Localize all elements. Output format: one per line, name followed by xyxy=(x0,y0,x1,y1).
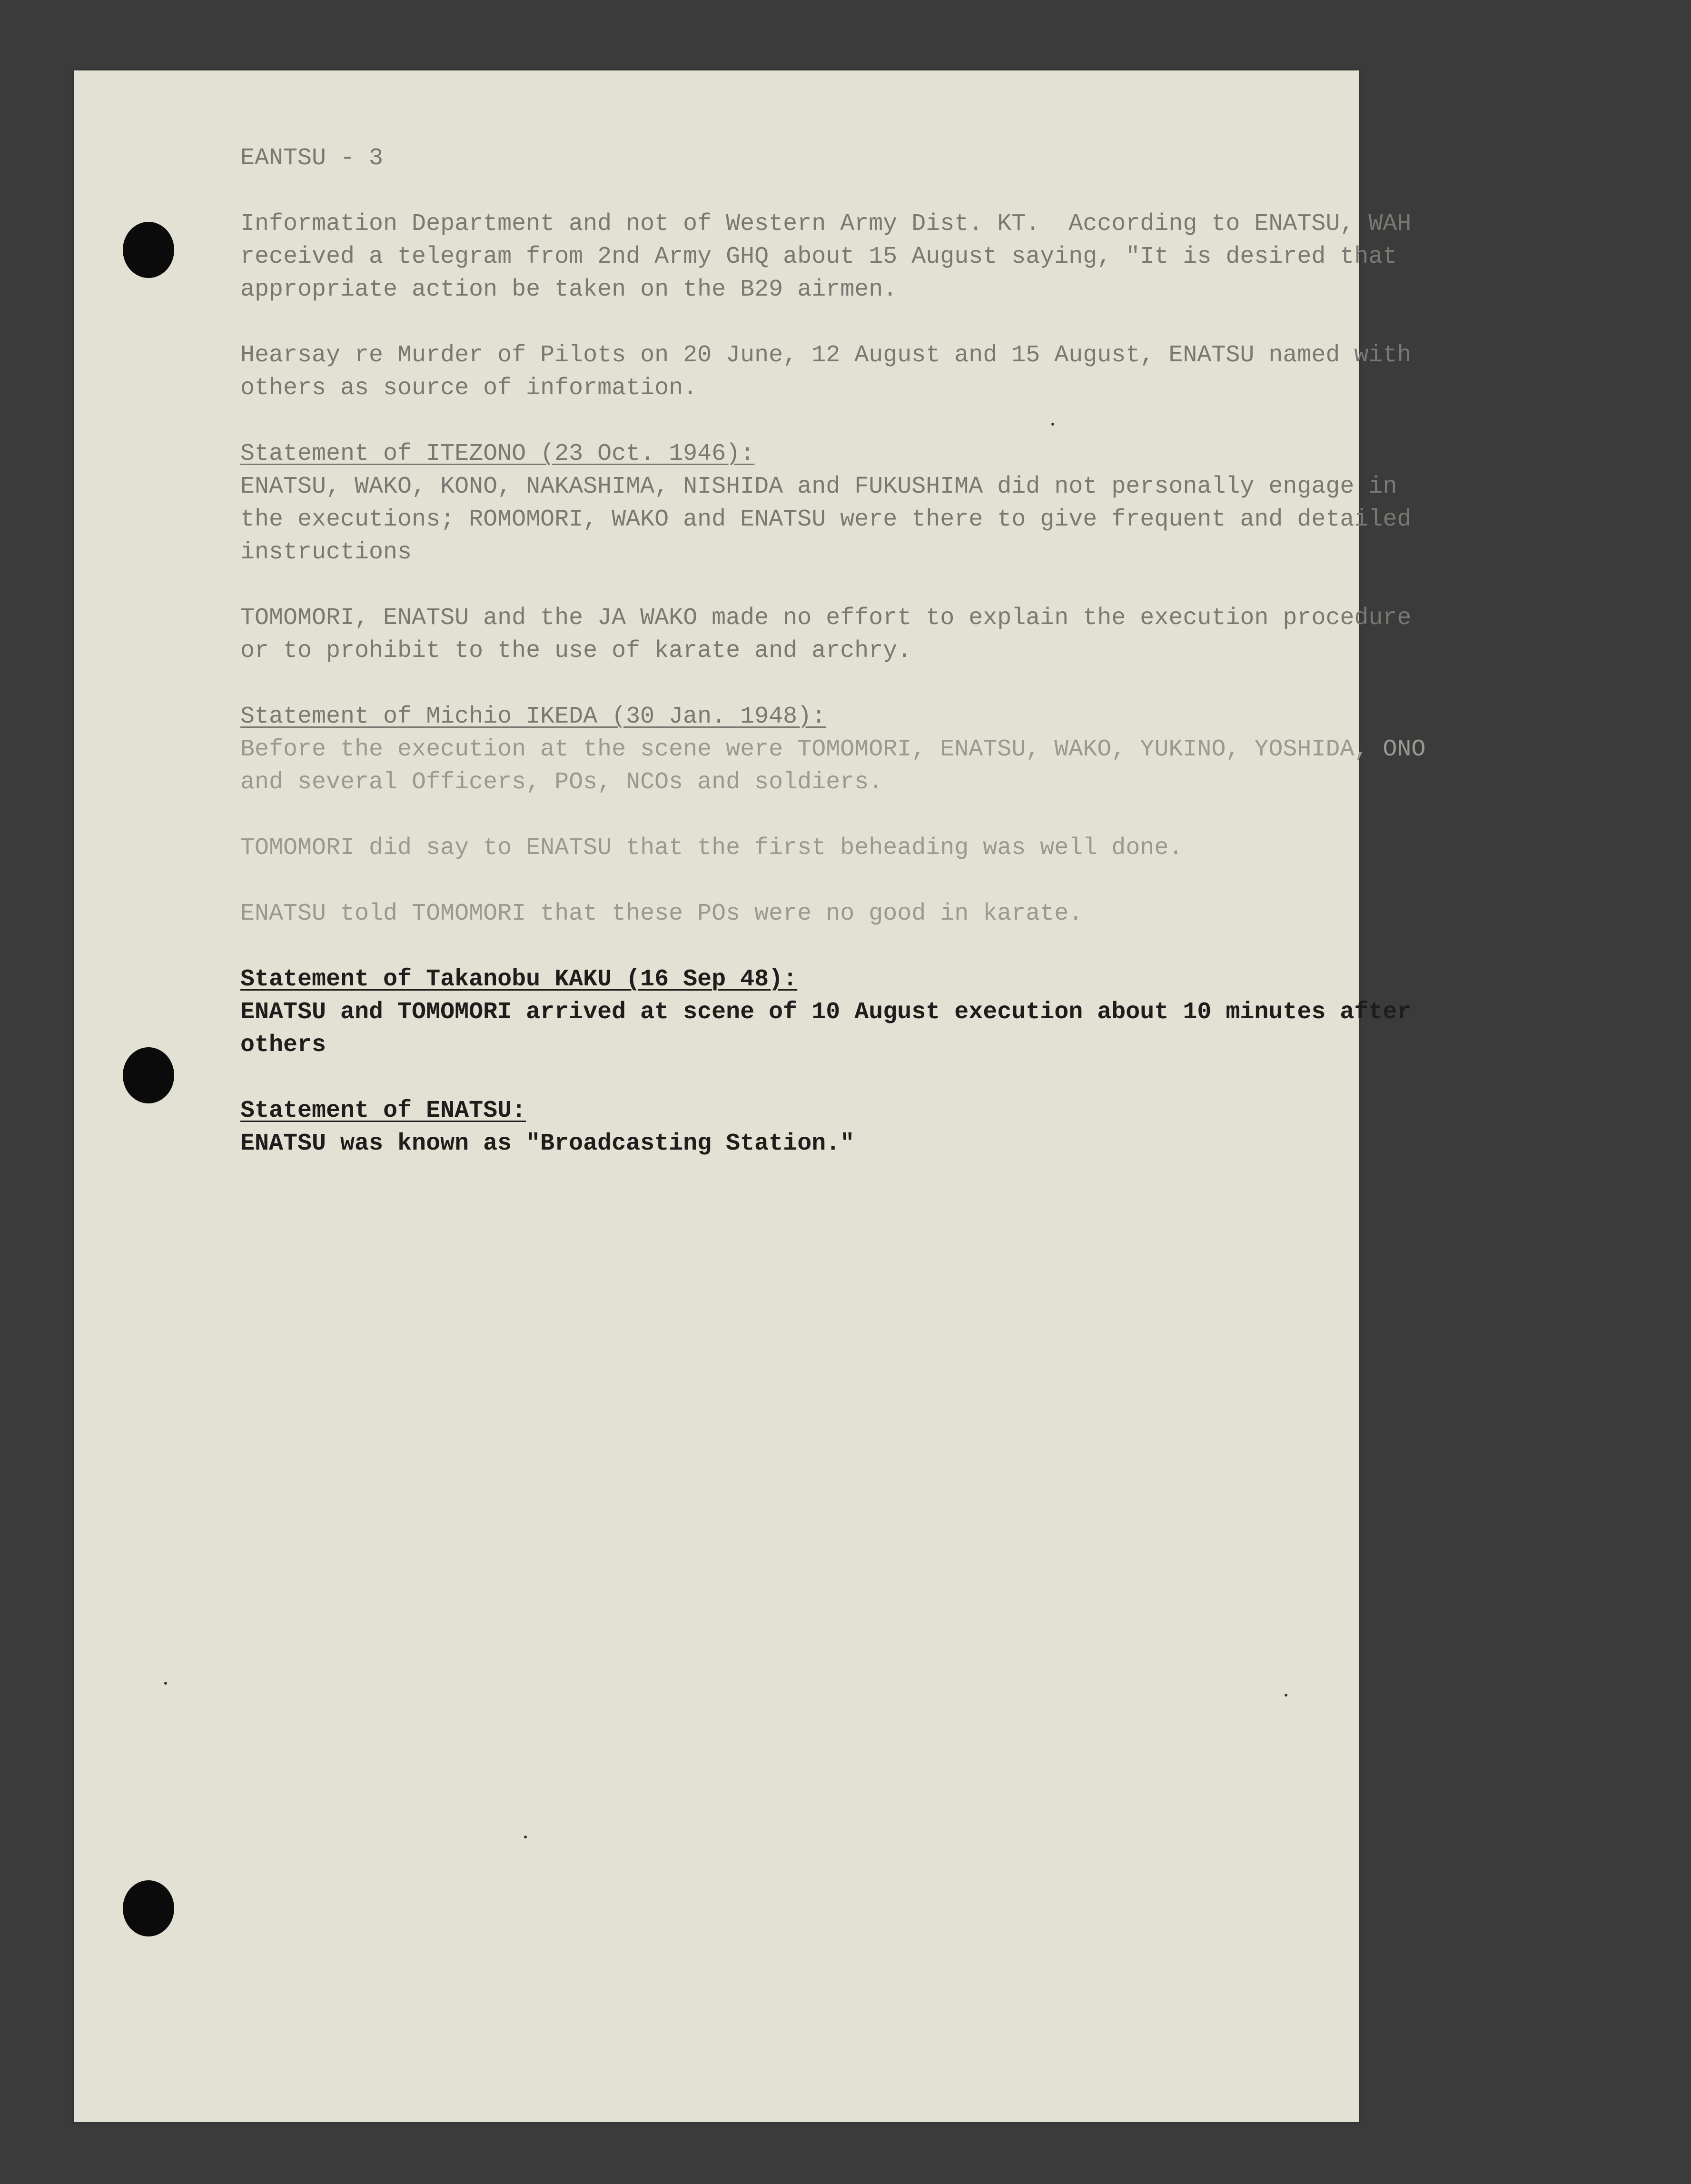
text-line: ENATSU, WAKO, KONO, NAKASHIMA, NISHIDA and FUKUSHIMA did not personally engage in xyxy=(240,473,1397,500)
paper-speck xyxy=(164,1682,167,1685)
section-heading: Statement of ENATSU: xyxy=(240,1097,526,1124)
section-heading: Statement of Takanobu KAKU (16 Sep 48): xyxy=(240,966,798,993)
document-page xyxy=(74,70,1426,2122)
paragraph-4 xyxy=(240,602,1412,667)
statement-kaku xyxy=(240,963,1412,1062)
paragraph-6 xyxy=(240,832,1345,864)
statement-enatsu xyxy=(240,1094,1345,1160)
text-line: ENATSU told TOMOMORI that these POs were no good in karate. xyxy=(240,900,1083,927)
page-header: EANTSU - 3 xyxy=(240,145,384,172)
punch-hole-top xyxy=(123,222,174,278)
text-line: ENATSU was known as "Broadcasting Station." xyxy=(240,1130,855,1157)
statement-itezono xyxy=(240,437,1412,569)
paper-speck xyxy=(524,1836,527,1838)
punch-hole-bottom xyxy=(123,1880,174,1936)
section-heading: Statement of Michio IKEDA (30 Jan. 1948): xyxy=(240,703,826,730)
text-line: instructions xyxy=(240,539,412,566)
text-line: ENATSU and TOMOMORI arrived at scene of 10 August execution about 10 minutes after xyxy=(240,999,1412,1026)
text-line: appropriate action be taken on the B29 airmen. xyxy=(240,276,898,303)
text-line: or to prohibit to the use of karate and archry. xyxy=(240,637,912,665)
text-line: received a telegram from 2nd Army GHQ about 15 August saying, "It is desired that xyxy=(240,243,1397,270)
text-line: others as source of information. xyxy=(240,375,698,402)
paragraph-2 xyxy=(240,339,1412,405)
paragraph-1 xyxy=(240,208,1412,306)
text-line: Hearsay re Murder of Pilots on 20 June, 12 August and 15 August, ENATSU named with xyxy=(240,342,1412,369)
text-line: TOMOMORI, ENATSU and the JA WAKO made no effort to explain the execution procedure xyxy=(240,605,1412,632)
text-line: and several Officers, POs, NCOs and soldiers. xyxy=(240,769,883,796)
paragraph-7 xyxy=(240,897,1345,930)
text-line: the executions; ROMOMORI, WAKO and ENATSU were there to give frequent and detailed xyxy=(240,506,1412,533)
document-body xyxy=(240,142,1426,1160)
text-line: Information Department and not of Western Army Dist. KT. According to ENATSU, WAH xyxy=(240,210,1412,238)
statement-ikeda xyxy=(240,700,1426,799)
section-heading: Statement of ITEZONO (23 Oct. 1946): xyxy=(240,440,755,467)
punch-hole-middle xyxy=(123,1047,174,1103)
text-line: Before the execution at the scene were TOMOMORI, ENATSU, WAKO, YUKINO, YOSHIDA, ONO xyxy=(240,736,1426,763)
paper-speck xyxy=(1285,1694,1287,1697)
text-line: TOMOMORI did say to ENATSU that the first beheading was well done. xyxy=(240,834,1183,862)
text-line: others xyxy=(240,1032,326,1059)
